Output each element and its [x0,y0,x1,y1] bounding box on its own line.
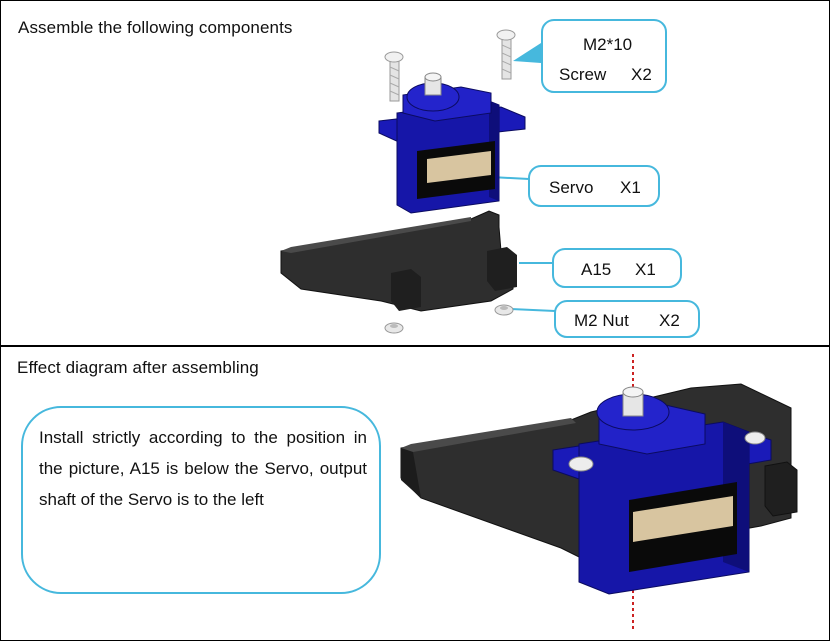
nut-callout-pointer [511,309,555,311]
a15-label: A15 [581,260,612,279]
screw-label: Screw [559,65,607,84]
effect-heading: Effect diagram after assembling [17,358,259,377]
assembly-panel [1,1,829,346]
nut-right [495,305,513,315]
assembly-heading: Assemble the following components [18,18,293,37]
servo-label: Servo [549,178,594,197]
nut-callout [554,300,700,338]
a15-bracket-part [281,211,517,311]
screw-head-left [569,457,593,471]
screw-right [497,30,515,79]
nut-label: M2 Nut [574,311,629,330]
screw-head-right [745,432,765,444]
servo-quantity: X1 [620,178,641,197]
screw-quantity: X2 [631,65,652,84]
screw-callout-pointer [513,43,541,63]
a15-quantity: X1 [635,260,656,279]
screw-left [385,52,403,101]
nut-left [385,323,403,333]
effect-panel [1,348,829,640]
exploded-parts-illustration [1,1,829,346]
servo-callout [528,165,660,207]
screw-callout [541,19,667,93]
a15-callout [552,248,682,288]
screw-spec: M2*10 [583,35,633,54]
nut-quantity: X2 [659,311,680,330]
servo-part [379,73,525,213]
installation-note-text: Install strictly according to the position in the picture, A15 is below the Servo, output shaft of the Servo is to the left [39,428,367,509]
assembled-illustration [1,348,829,640]
